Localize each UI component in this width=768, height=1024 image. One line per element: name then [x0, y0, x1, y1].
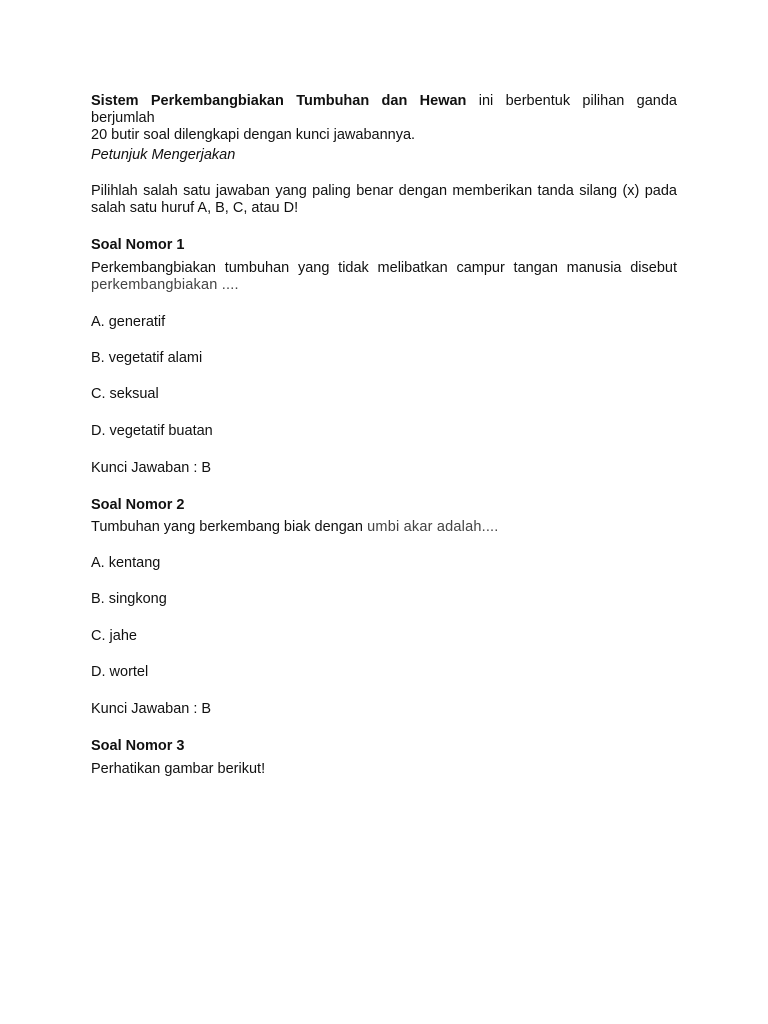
intro-title: Sistem Perkembangbiakan Tumbuhan dan Hewan	[91, 93, 467, 109]
intro-line2: 20 butir soal dilengkapi dengan kunci jawabannya.	[91, 127, 416, 143]
intro-paragraph	[91, 93, 677, 144]
question-1-option-a: A. generatif	[91, 314, 166, 330]
question-1-heading: Soal Nomor 1	[91, 237, 185, 253]
question-2-heading: Soal Nomor 2	[91, 497, 185, 513]
instructions-line2: salah satu huruf A, B, C, atau D!	[91, 200, 299, 216]
question-3-text: Perhatikan gambar berikut!	[91, 761, 266, 777]
question-2-text	[91, 519, 677, 536]
question-2-option-b: B. singkong	[91, 591, 167, 607]
instructions-title: Petunjuk Mengerjakan	[91, 147, 236, 163]
question-1-option-d: D. vegetatif buatan	[91, 423, 213, 439]
question-1-option-c: C. seksual	[91, 386, 159, 402]
instructions-line1: Pilihlah salah satu jawaban yang paling benar dengan memberikan tanda silang (x) pada	[91, 183, 677, 199]
question-1-text	[91, 260, 677, 294]
question-3-heading: Soal Nomor 3	[91, 738, 185, 754]
question-1-line2: perkembangbiakan ....	[91, 277, 239, 293]
instructions-text	[91, 183, 677, 217]
question-2-answer: Kunci Jawaban : B	[91, 701, 212, 717]
question-2-option-c: C. jahe	[91, 628, 137, 644]
question-2-text-part1: Tumbuhan yang berkembang biak dengan	[91, 519, 363, 535]
question-2-option-d: D. wortel	[91, 664, 149, 680]
question-2-text-part2: umbi akar adalah....	[362, 519, 499, 535]
question-2-option-a: A. kentang	[91, 555, 161, 571]
question-1-line1: Perkembangbiakan tumbuhan yang tidak melibatkan campur tangan manusia disebut	[91, 260, 677, 276]
question-1-option-b: B. vegetatif alami	[91, 350, 203, 366]
intro-line1-rest: ini berbentuk pilihan ganda berjumlah	[91, 93, 677, 126]
question-1-answer: Kunci Jawaban : B	[91, 460, 212, 476]
